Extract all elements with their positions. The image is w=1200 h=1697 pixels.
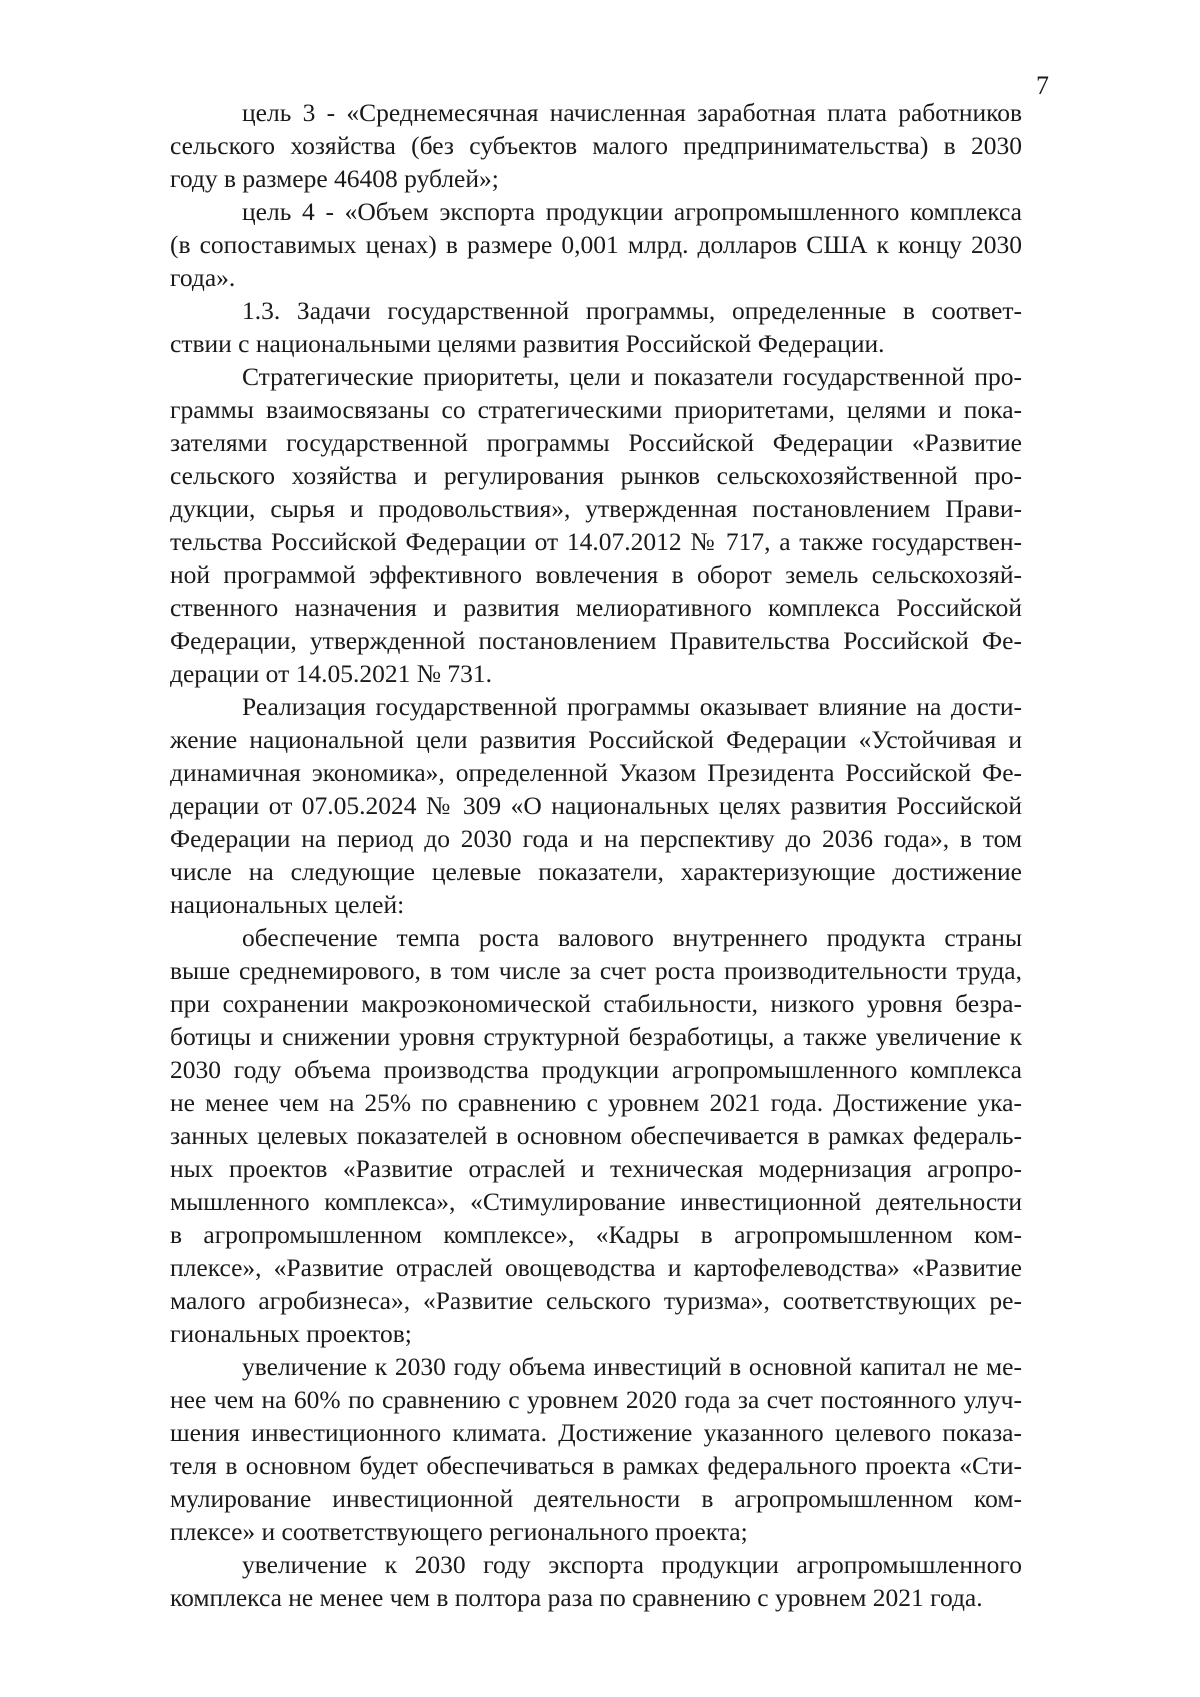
text-line: сельского хозяйства (без субъектов малого предпринимательства) в 2030 [170,131,1022,160]
text-line: Стратегические приоритеты, цели и показатели государственной про- [242,362,1022,391]
text-line: шения инвестиционного климата. Достижение указанного целевого показа- [170,1418,1022,1447]
text-line: малого агробизнеса», «Развитие сельского туризма», соответствующих ре- [170,1286,1022,1315]
text-line: нее чем на 60% по сравнению с уровнем 2020 года за счет постоянного улуч- [170,1385,1022,1414]
text-line: не менее чем на 25% по сравнению с уровнем 2021 года. Достижение ука- [170,1088,1022,1117]
paragraph [170,360,1022,690]
text-line: комплекса не менее чем в полтора раза по сравнению с уровнем 2021 года. [170,1583,983,1612]
text-line: в агропромышленном комплексе», «Кадры в агропромышленном ком- [170,1220,1022,1249]
text-line: теля в основном будет обеспечиваться в рамках федерального проекта «Сти- [170,1451,1022,1480]
text-line: обеспечение темпа роста валового внутреннего продукта страны [242,923,1022,952]
text-line: мулирование инвестиционной деятельности в агропромышленном ком- [170,1484,1022,1513]
text-line: динамичная экономика», определенной Указом Президента Российской Фе- [170,758,1022,787]
text-line: дукции, сырья и продовольствия», утвержденная постановлением Прави- [170,494,1022,523]
text-line: тельства Российской Федерации от 14.07.2012 № 717, а также государствен- [170,527,1022,556]
paragraph [170,1350,1022,1548]
text-line: Федерации, утвержденной постановлением Правительства Российской Фе- [170,626,1022,655]
text-line: 2030 году объема производства продукции агропромышленного комплекса [170,1055,1022,1084]
paragraph [170,195,1022,294]
text-line: зателями государственной программы Российской Федерации «Развитие [170,428,1022,457]
text-line: числе на следующие целевые показатели, характеризующие достижение [170,857,1022,886]
text-line: занных целевых показателей в основном обеспечивается в рамках федераль- [170,1121,1022,1150]
text-line: года». [170,263,236,292]
paragraph [170,294,1022,360]
text-line: выше среднемирового, в том числе за счет роста производительности труда, [170,956,1022,985]
text-line: Федерации на период до 2030 года и на перспективу до 2036 года», в том [170,824,1022,853]
text-line: цель 3 - «Среднемесячная начисленная заработная плата работников [242,98,1022,127]
text-line: ствии с национальными целями развития Российской Федерации. [170,329,885,358]
text-line: плексе», «Развитие отраслей овощеводства и картофелеводства» «Развитие [170,1253,1022,1282]
text-line: плексе» и соответствующего регионального проекта; [170,1517,748,1546]
text-line: при сохранении макроэкономической стабильности, низкого уровня безра- [170,989,1022,1018]
text-line: дерации от 14.05.2021 № 731. [170,659,493,688]
text-line: ной программой эффективного вовлечения в оборот земель сельскохозяй- [170,560,1022,589]
text-line: увеличение к 2030 году экспорта продукции агропромышленного [242,1550,1022,1579]
paragraph [170,690,1022,921]
paragraph [170,96,1022,195]
text-line: мышленного комплекса», «Стимулирование инвестиционной деятельности [170,1187,1022,1216]
page-number: 7 [1036,71,1049,100]
paragraph [170,921,1022,1350]
text-line: ных проектов «Развитие отраслей и техническая модернизация агропро- [170,1154,1022,1183]
document-body [170,96,1022,1614]
text-line: национальных целей: [170,890,405,919]
text-line: (в сопоставимых ценах) в размере 0,001 млрд. долларов США к концу 2030 [170,230,1022,259]
text-line: гиональных проектов; [170,1319,412,1348]
text-line: Реализация государственной программы оказывает влияние на дости- [242,692,1022,721]
text-line: увеличение к 2030 году объема инвестиций в основной капитал не ме- [242,1352,1022,1381]
text-line: сельского хозяйства и регулирования рынков сельскохозяйственной про- [170,461,1022,490]
text-line: 1.3. Задачи государственной программы, определенные в соответ- [242,296,1022,325]
text-line: граммы взаимосвязаны со стратегическими приоритетами, целями и пока- [170,395,1022,424]
text-line: дерации от 07.05.2024 № 309 «О национальных целях развития Российской [170,791,1022,820]
paragraph [170,1548,1022,1614]
text-line: жение национальной цели развития Российской Федерации «Устойчивая и [170,725,1022,754]
text-line: ботицы и снижении уровня структурной безработицы, а также увеличение к [170,1022,1022,1051]
text-line: ственного назначения и развития мелиоративного комплекса Российской [170,593,1022,622]
text-line: году в размере 46408 рублей»; [170,164,499,193]
text-line: цель 4 - «Объем экспорта продукции агропромышленного комплекса [242,197,1022,226]
